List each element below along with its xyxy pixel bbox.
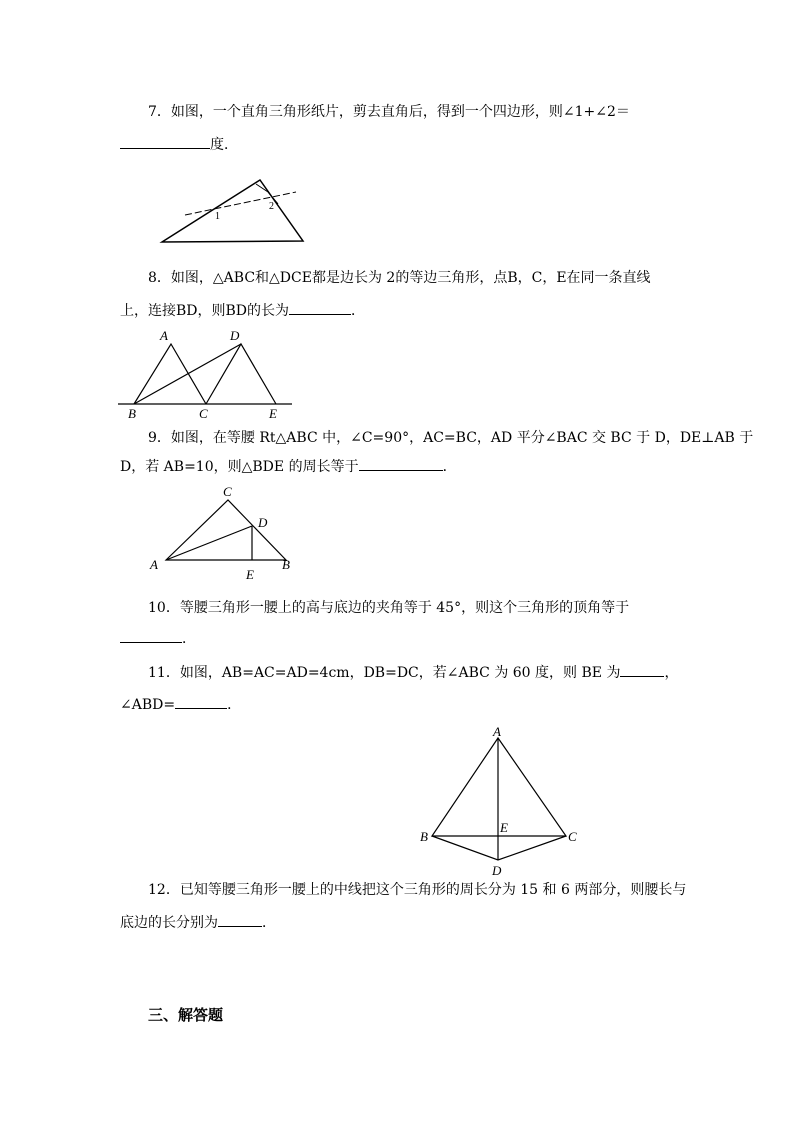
q7-answer-blank[interactable] bbox=[120, 134, 210, 149]
q11-label-d: D bbox=[492, 863, 502, 878]
q8-line2 bbox=[120, 300, 365, 321]
q11-label-b: B bbox=[420, 829, 428, 844]
q7-line2-suffix: 度． bbox=[210, 137, 238, 153]
q10-line2 bbox=[120, 628, 196, 649]
q10-line1: 10．等腰三角形一腰上的高与底边的夹角等于 45°，则这个三角形的顶角等于 bbox=[148, 600, 630, 616]
q10-answer-blank[interactable] bbox=[120, 628, 182, 643]
q8-label-b: B bbox=[128, 406, 136, 421]
section3-heading: 三、解答题 bbox=[148, 1006, 224, 1024]
q11-figure bbox=[414, 722, 584, 882]
q9-answer-blank[interactable] bbox=[359, 456, 443, 471]
q12-line1: 12．已知等腰三角形一腰上的中线把这个三角形的周长分为 15 和 6 两部分，则腰长与 bbox=[148, 882, 687, 898]
q11-line1-prefix: 11．如图，AB=AC=AD=4cm，DB=DC，若∠ABC 为 60 度，则 BE 为 bbox=[148, 665, 621, 681]
q10-line2-suffix: ． bbox=[182, 631, 196, 647]
q9-label-d: D bbox=[258, 515, 268, 530]
q8-label-c: C bbox=[199, 406, 208, 421]
q12-line2 bbox=[120, 912, 276, 933]
q9-line2 bbox=[120, 456, 457, 477]
q11-line2 bbox=[120, 694, 241, 715]
q9-label-e: E bbox=[246, 567, 254, 582]
q8-line2-prefix: 上，连接BD，则BD的长为 bbox=[120, 303, 290, 319]
q8-label-e: E bbox=[269, 406, 277, 421]
q8-segment-bd bbox=[134, 344, 241, 404]
q11-answer-blank-be[interactable] bbox=[620, 662, 664, 677]
q9-figure bbox=[146, 482, 296, 582]
q7-figure bbox=[150, 172, 320, 252]
q11-line1-suffix: ， bbox=[664, 665, 679, 681]
q9-label-a: A bbox=[150, 557, 158, 572]
q8-label-d: D bbox=[230, 328, 240, 343]
q8-figure bbox=[116, 326, 300, 422]
q9-triangle-abc bbox=[166, 500, 286, 560]
q7-cut-line bbox=[185, 192, 296, 215]
q12-answer-blank[interactable] bbox=[218, 912, 262, 927]
q7-line2 bbox=[120, 134, 238, 155]
q8-line1: 8．如图，△ABC和△DCE都是边长为 2的等边三角形，点B，C，E在同一条直线 bbox=[148, 270, 651, 286]
q8-triangle-abc bbox=[134, 344, 206, 404]
q7-angle1-label: 1 bbox=[215, 211, 220, 222]
q9-segment-ad bbox=[166, 526, 252, 560]
q11-line2-prefix: ∠ABD= bbox=[120, 697, 176, 713]
q8-triangle-dce bbox=[206, 344, 276, 404]
q11-line2-suffix: ． bbox=[227, 697, 242, 713]
q11-line1 bbox=[148, 662, 678, 683]
q11-label-c: C bbox=[568, 829, 577, 844]
q8-line2-suffix: ． bbox=[351, 303, 366, 319]
q7-angle2-label: 2 bbox=[269, 201, 274, 212]
q8-answer-blank[interactable] bbox=[289, 300, 351, 315]
q11-segments-bd-dc bbox=[432, 836, 566, 860]
q11-answer-blank-abd[interactable] bbox=[175, 694, 227, 709]
q9-label-c: C bbox=[223, 484, 232, 499]
q11-label-e: E bbox=[500, 820, 508, 835]
q11-label-a: A bbox=[493, 724, 501, 739]
q7-triangle bbox=[162, 180, 303, 242]
q11-triangle-abc bbox=[432, 738, 566, 836]
q9-line1: 9．如图，在等腰 Rt△ABC 中，∠C=90°，AC=BC，AD 平分∠BAC 交 BC 于 D，DE⊥AB 于 bbox=[148, 430, 754, 446]
q9-line2-suffix: ． bbox=[442, 459, 457, 475]
q12-line2-prefix: 底边的长分别为 bbox=[120, 915, 218, 931]
q9-line2-prefix: D，若 AB=10，则△BDE 的周长等于 bbox=[120, 459, 359, 475]
q12-line2-suffix: ． bbox=[262, 915, 276, 931]
q8-label-a: A bbox=[160, 328, 168, 343]
q7-line1: 7．如图，一个直角三角形纸片，剪去直角后，得到一个四边形，则∠1+∠2＝ bbox=[148, 104, 630, 120]
q9-label-b: B bbox=[282, 557, 290, 572]
